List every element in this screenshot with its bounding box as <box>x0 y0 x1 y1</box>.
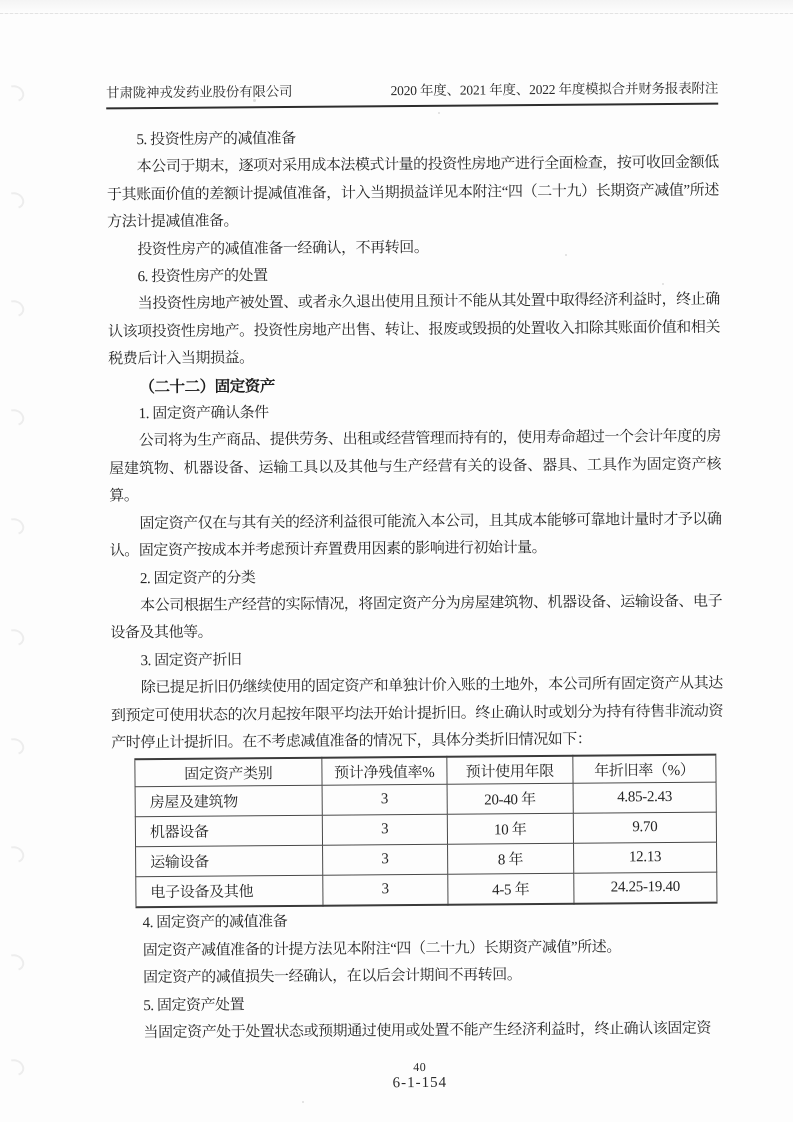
clause-heading: 5. 投资性房产的减值准备 <box>136 130 296 149</box>
binding-mark-icon <box>3 189 27 212</box>
paragraph: 投资性房产的减值准备一经确认，不再转回。 <box>137 239 429 258</box>
table-cell: 8 年 <box>447 844 573 875</box>
report-title: 2020 年度、2021 年度、2022 年度模拟合并财务报表附注 <box>390 80 719 99</box>
clause-heading: 5. 固定资产处置 <box>143 996 245 1014</box>
binding-mark-icon <box>3 406 27 429</box>
table-cell: 运输设备 <box>136 846 323 877</box>
paragraph: 本公司于期末，逐项对采用成本法模式计量的投资性房地产进行全面检查，按可收回金额低于其账面价值的差额计提减值准备，计入当期损益详见本附注“四（二十九）长期资产减值”所述方法计提减值准备。 <box>106 155 719 231</box>
company-name: 甘肃陇神戎发药业股份有限公司 <box>106 83 293 101</box>
table-cell: 9.70 <box>573 812 716 843</box>
page-content <box>106 80 726 1095</box>
table-cell: 3 <box>323 875 448 906</box>
page-header <box>106 80 718 110</box>
binding-mark-icon <box>3 626 27 649</box>
paragraph: 当固定资产处于处置状态或预期通过使用或处置不能产生经济利益时，终止确认该固定资 <box>143 1020 712 1042</box>
table-cell: 机器设备 <box>135 816 322 847</box>
table-row <box>136 872 717 907</box>
table-cell: 24.25-19.40 <box>574 872 717 904</box>
depreciation-table <box>134 754 717 909</box>
column-header: 预计净残值率% <box>322 757 447 785</box>
table-cell: 3 <box>322 845 447 876</box>
binding-mark-icon <box>3 951 27 974</box>
binding-mark-icon <box>3 1056 27 1079</box>
column-header: 预计使用年限 <box>447 756 573 784</box>
binding-mark-icon <box>3 82 27 105</box>
paragraph: 当投资性房地产被处置、或者永久退出使用且预计不能从其处置中取得经济利益时，终止确认该项投资性房地产。投资性房地产出售、转让、报废或毁损的处置收入扣除其账面价值和相关税费后计入当期损益。 <box>107 292 721 368</box>
paragraph: 本公司根据生产经营的实际情况，将固定资产分为房屋建筑物、机器设备、运输设备、电子设备及其他等。 <box>110 593 723 642</box>
column-header: 固定资产类别 <box>135 758 322 787</box>
paragraph: 除已提足折旧仍继续使用的固定资产和单独计价入账的土地外，本公司所有固定资产从其达到预定可使用状态的次月起按年限平均法开始计提折旧。终止确认时或划分为持有待售非流动资产时停止计提折旧。在不考虑减值准备的情况下，具体分类折旧情况如下： <box>110 675 724 752</box>
clause-heading: 3. 固定资产折旧 <box>140 652 242 669</box>
clause-heading: 4. 固定资产的减值准备 <box>142 914 288 932</box>
binding-mark-icon <box>3 297 27 320</box>
document-code: 6-1-154 <box>392 1075 448 1092</box>
page-footer <box>114 1059 726 1095</box>
table-row <box>136 842 717 877</box>
table-row <box>135 782 716 817</box>
table-cell: 3 <box>322 815 447 846</box>
table-cell: 12.13 <box>573 842 716 873</box>
table-cell: 4.85-2.43 <box>573 782 716 813</box>
column-header: 年折旧率（%） <box>573 755 716 784</box>
table-row <box>135 812 716 847</box>
section-title: （二十二）固定资产 <box>139 377 275 396</box>
binding-mark-icon <box>3 515 27 538</box>
binding-mark-icon <box>3 843 27 866</box>
document-body <box>106 123 725 1048</box>
clause-heading: 1. 固定资产确认条件 <box>138 405 269 423</box>
table-cell: 20-40 年 <box>447 784 573 815</box>
binding-mark-icon <box>3 735 27 758</box>
page-edge-shadow <box>0 0 793 14</box>
paragraph: 固定资产仅在与其有关的经济利益很可能流入本公司，且其成本能够可靠地计量时才予以确认。固定资产按成本并考虑预计弃置费用因素的影响进行初始计量。 <box>109 511 722 560</box>
paragraph: 固定资产的减值损失一经确认，在以后会计期间不再转回。 <box>143 967 522 987</box>
scan-speck <box>302 1101 304 1103</box>
table-cell: 4-5 年 <box>448 874 574 905</box>
paragraph: 固定资产减值准备的计提方法见本附注“四（二十九）长期资产减值”所述。 <box>142 939 621 959</box>
table-cell: 10 年 <box>447 814 573 845</box>
page-number: 40 <box>413 1060 427 1075</box>
table-cell: 3 <box>322 785 447 816</box>
clause-heading: 2. 固定资产的分类 <box>139 569 256 587</box>
table-cell: 房屋及建筑物 <box>135 786 322 817</box>
clause-heading: 6. 投资性房产的处置 <box>137 268 268 286</box>
table-cell: 电子设备及其他 <box>136 876 323 908</box>
paragraph: 公司将为生产商品、提供劳务、出租或经营管理而持有的，使用寿命超过一个会计年度的房屋建筑物、机器设备、运输工具以及其他与生产经营有关的设备、器具、工具作为固定资产核算。 <box>109 429 722 505</box>
